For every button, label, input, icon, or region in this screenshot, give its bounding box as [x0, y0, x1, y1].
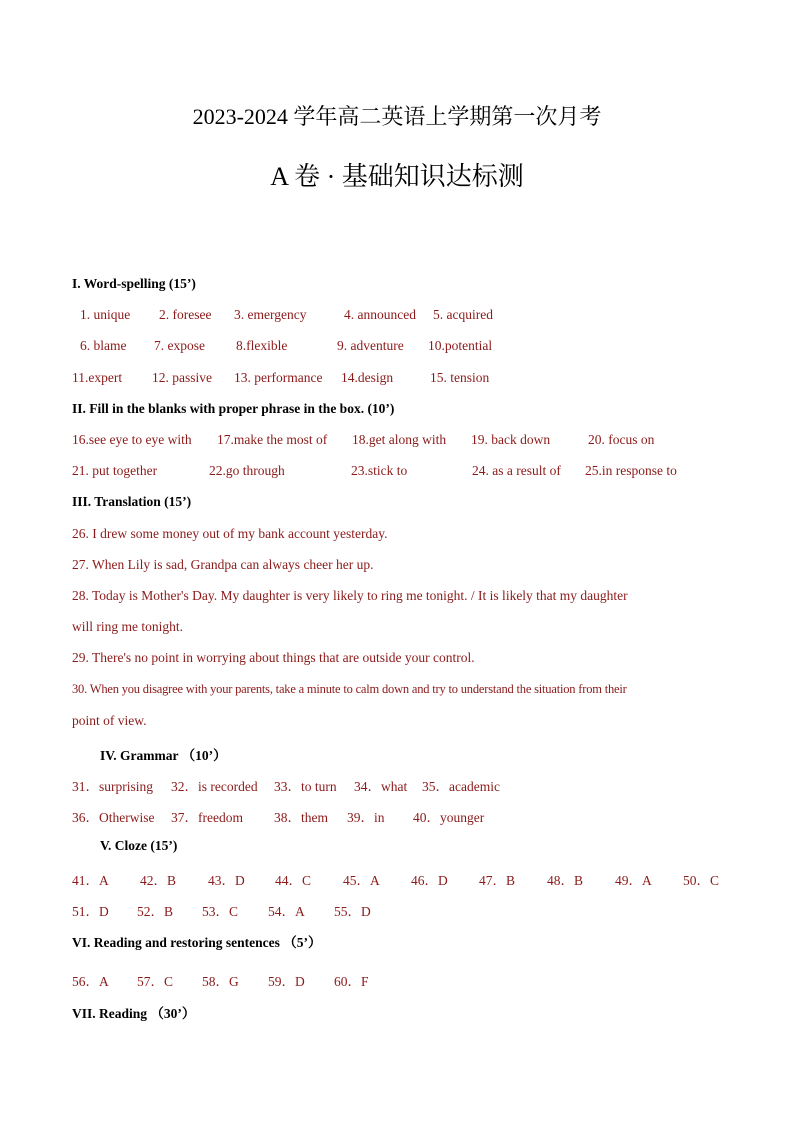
answer-item: 23.stick to: [351, 463, 408, 478]
answer-item: 18.get along with: [352, 432, 447, 447]
section-heading-word-spelling: I. Word-spelling (15’): [72, 276, 196, 291]
answer-item: 32．is recorded: [171, 779, 258, 794]
answer-item: 39．in: [347, 810, 385, 825]
translation-answer-continued: will ring me tonight.: [72, 619, 183, 634]
answer-item: 2. foresee: [159, 307, 212, 322]
answer-item: 17.make the most of: [217, 432, 328, 447]
section-heading-fill-blanks: II. Fill in the blanks with proper phrase in the box. (10’): [72, 401, 395, 416]
section-heading-grammar: IV. Grammar （10’）: [100, 748, 227, 763]
answer-row: [72, 307, 732, 325]
answer-row: [72, 338, 732, 356]
answer-item: 45．A: [343, 873, 380, 888]
answer-item: 55．D: [334, 904, 371, 919]
answer-item: 8.flexible: [236, 338, 288, 353]
answer-item: 52．B: [137, 904, 174, 919]
translation-answer: 29. There's no point in worrying about things that are outside your control.: [72, 650, 475, 665]
answer-item: 12. passive: [152, 370, 212, 385]
answer-item: 21. put together: [72, 463, 158, 478]
answer-item: 14.design: [341, 370, 394, 385]
answer-item: 38．them: [274, 810, 328, 825]
answer-row: [72, 432, 732, 450]
answer-item: 33．to turn: [274, 779, 337, 794]
answer-item: 46．D: [411, 873, 448, 888]
translation-answer: 27. When Lily is sad, Grandpa can always cheer her up.: [72, 557, 374, 572]
answer-item: 41．A: [72, 873, 109, 888]
answer-item: 42．B: [140, 873, 177, 888]
answer-item: 47．B: [479, 873, 516, 888]
section-heading-cloze: V. Cloze (15’): [100, 838, 178, 853]
translation-answer: 28. Today is Mother's Day. My daughter is very likely to ring me tonight. / It is likely that my daughter: [72, 588, 628, 603]
answer-item: 1. unique: [80, 307, 131, 322]
answer-item: 59．D: [268, 974, 305, 989]
answer-row: [72, 806, 732, 824]
translation-answer: 30. When you disagree with your parents, take a minute to calm down and try to understand the situation from their: [72, 682, 627, 696]
answer-item: 6. blame: [80, 338, 127, 353]
answer-item: 9. adventure: [337, 338, 404, 353]
answer-row: [72, 970, 732, 988]
answer-item: 3. emergency: [234, 307, 307, 322]
answer-row: [72, 900, 732, 918]
answer-item: 11.expert: [72, 370, 123, 385]
answer-item: 37．freedom: [171, 810, 243, 825]
translation-answer: 26. I drew some money out of my bank account yesterday.: [72, 526, 388, 541]
answer-row: [72, 775, 732, 793]
answer-item: 36．Otherwise: [72, 810, 155, 825]
answer-item: 22.go through: [209, 463, 285, 478]
answer-item: 56．A: [72, 974, 109, 989]
answer-item: 16.see eye to eye with: [72, 432, 192, 447]
answer-item: 57．C: [137, 974, 174, 989]
answer-item: 31．surprising: [72, 779, 153, 794]
answer-item: 34．what: [354, 779, 408, 794]
section-heading-reading: VII. Reading （30’）: [72, 1006, 196, 1021]
answer-item: 19. back down: [471, 432, 551, 447]
answer-row: [72, 869, 732, 887]
section-heading-translation: III. Translation (15’): [72, 494, 192, 509]
answer-item: 58．G: [202, 974, 239, 989]
answer-item: 15. tension: [430, 370, 490, 385]
answer-item: 13. performance: [234, 370, 323, 385]
document-title: 2023-2024 学年高二英语上学期第一次月考: [192, 104, 602, 129]
answer-item: 44．C: [275, 873, 312, 888]
answer-item: 40．younger: [413, 810, 485, 825]
answer-item: 54．A: [268, 904, 305, 919]
answer-item: 53．C: [202, 904, 239, 919]
answer-row: [72, 370, 732, 388]
document-subtitle: A 卷 · 基础知识达标测: [270, 162, 524, 191]
answer-item: 48．B: [547, 873, 584, 888]
answer-item: 43．D: [208, 873, 245, 888]
answer-item: 20. focus on: [588, 432, 655, 447]
answer-row: [72, 463, 732, 481]
answer-item: 25.in response to: [585, 463, 677, 478]
answer-item: 60．F: [334, 974, 369, 989]
translation-answer-continued: point of view.: [72, 713, 147, 728]
answer-item: 24. as a result of: [472, 463, 561, 478]
section-heading-reading-restoring: VI. Reading and restoring sentences （5’）: [72, 935, 322, 950]
answer-item: 10.potential: [428, 338, 493, 353]
answer-item: 49．A: [615, 873, 652, 888]
answer-item: 35．academic: [422, 779, 500, 794]
answer-item: 4. announced: [344, 307, 416, 322]
answer-item: 7. expose: [154, 338, 205, 353]
answer-item: 50．C: [683, 873, 720, 888]
answer-item: 51．D: [72, 904, 109, 919]
answer-item: 5. acquired: [433, 307, 493, 322]
